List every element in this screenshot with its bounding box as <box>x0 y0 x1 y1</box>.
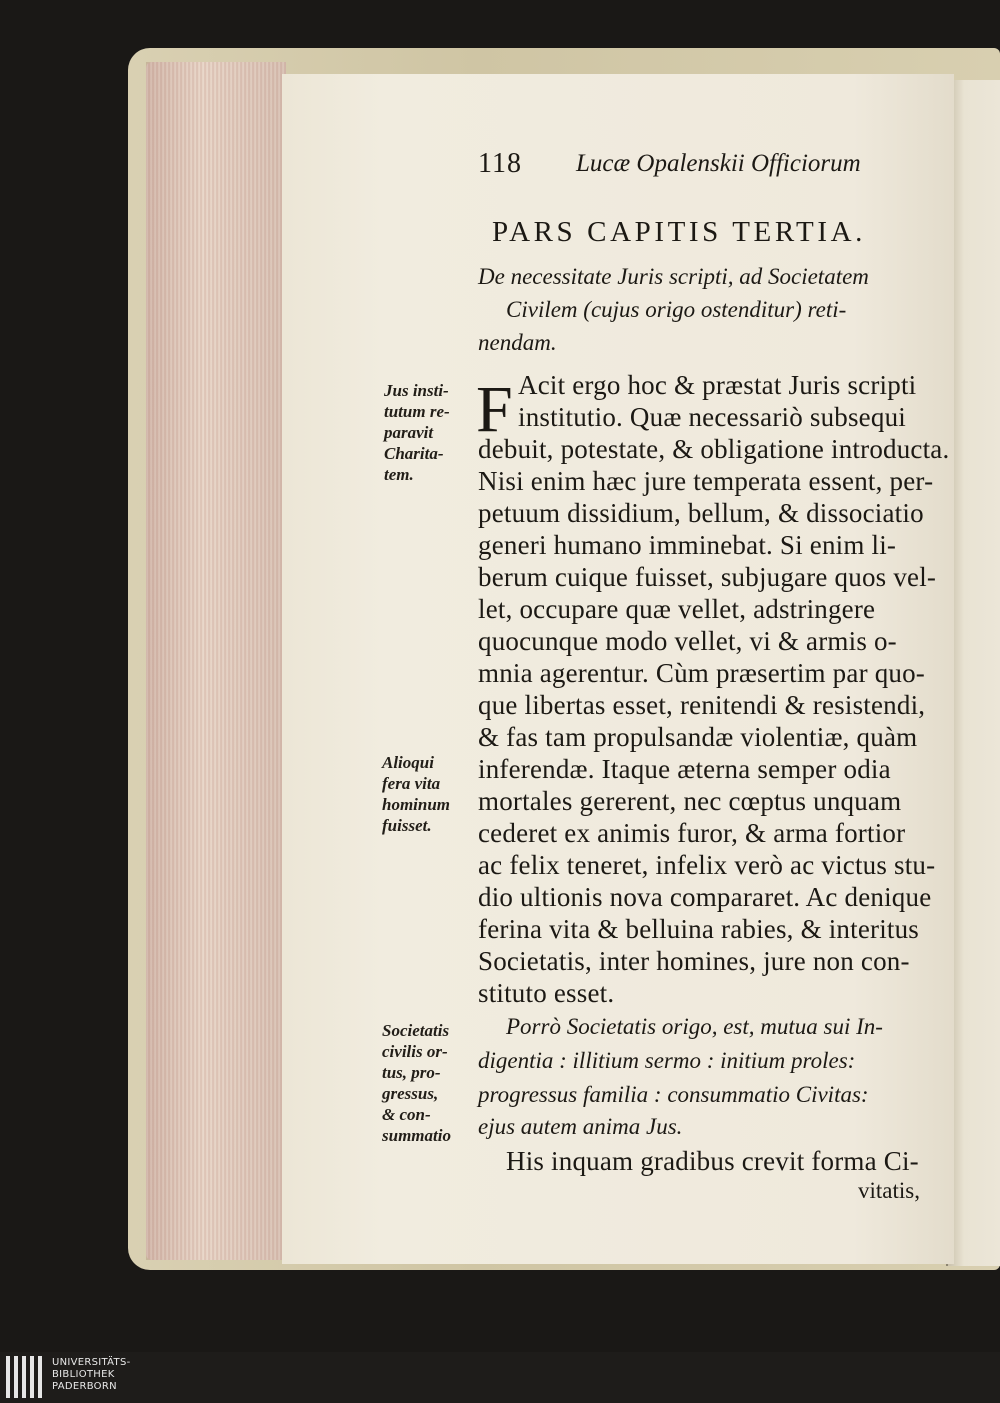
subtitle-line: De necessitate Juris scripti, ad Societatem <box>478 264 869 289</box>
body-line: generi humano imminebat. Si enim li- <box>478 530 897 560</box>
body-line: progressus familia : consummatio Civitas: <box>478 1082 869 1107</box>
facing-page-edge <box>946 80 1000 1266</box>
margin-note-line: civilis or- <box>382 1042 448 1061</box>
body-line: Acit ergo hoc & præstat Juris scripti <box>518 370 917 400</box>
body-line: cederet ex animis furor, & arma fortior <box>478 818 906 848</box>
margin-note-line: Alioqui <box>382 753 434 772</box>
body-line: Porrò Societatis origo, est, mutua sui In- <box>506 1014 883 1039</box>
page-edges <box>146 62 286 1260</box>
body-line: digentia : illitium sermo : initium proles: <box>478 1048 856 1073</box>
margin-note-line: summatio <box>382 1126 451 1145</box>
margin-note-line: Societatis <box>382 1021 450 1040</box>
margin-note <box>382 1020 451 1146</box>
body-line: mnia agerentur. Cùm præsertim par quo- <box>478 658 925 688</box>
footer-bar <box>0 1352 1000 1403</box>
library-name-line: UNIVERSITÄTS- <box>52 1357 131 1368</box>
margin-note-line: Jus insti- <box>384 381 449 400</box>
body-line: ac felix teneret, infelix verò ac victus stu- <box>478 850 936 880</box>
body-line: mortales gererent, nec cœptus unquam <box>478 786 902 816</box>
body-line: quocunque modo vellet, vi & armis o- <box>478 626 897 656</box>
running-title: Lucæ Opalenskii Officiorum <box>576 150 861 177</box>
subtitle-line: nendam. <box>478 330 557 355</box>
body-line: ejus autem anima Jus. <box>478 1114 683 1139</box>
margin-note-line: paravit <box>384 423 434 442</box>
margin-note <box>382 752 450 836</box>
body-line: ferina vita & belluina rabies, & interitus <box>478 914 920 944</box>
body-line: debuit, potestate, & obligatione introducta. <box>478 434 950 464</box>
section-title: PARS CAPITIS TERTIA. <box>492 216 867 248</box>
subtitle-line: Civilem (cujus origo ostenditur) reti- <box>506 297 847 322</box>
margin-note-line: gressus, <box>382 1084 439 1103</box>
margin-note-line: tem. <box>384 465 414 484</box>
margin-note-line: fuisset. <box>382 816 432 835</box>
body-line: His inquam gradibus crevit forma Ci- <box>506 1146 919 1176</box>
margin-note-line: tutum re- <box>384 402 450 421</box>
body-line: petuum dissidium, bellum, & dissociatio <box>478 498 924 528</box>
margin-note-line: Charita- <box>384 444 444 463</box>
margin-note-line: fera vita <box>382 774 441 793</box>
margin-note-line: hominum <box>382 795 451 814</box>
body-line: & fas tam propulsandæ violentiæ, quàm <box>478 722 918 752</box>
margin-note <box>384 380 450 485</box>
body-line: stituto esset. <box>478 978 615 1008</box>
page-number: 118 <box>478 148 522 179</box>
body-line: let, occupare quæ vellet, adstringere <box>478 594 876 624</box>
library-name-line: PADERBORN <box>52 1381 117 1392</box>
library-logo-icon <box>6 1356 46 1398</box>
body-line: Societatis, inter homines, jure non con- <box>478 946 910 976</box>
catchword: vitatis, <box>858 1178 920 1203</box>
body-line: berum cuique fuisset, subjugare quos vel- <box>478 562 937 592</box>
margin-note-line: tus, pro- <box>382 1063 441 1082</box>
body-line: inferendæ. Itaque æterna semper odia <box>478 754 891 784</box>
library-name <box>52 1357 131 1393</box>
body-line: que libertas esset, renitendi & resistendi, <box>478 690 926 720</box>
drop-cap: F <box>476 373 513 446</box>
body-line: Nisi enim hæc jure temperata essent, per- <box>478 466 934 496</box>
library-name-line: BIBLIOTHEK <box>52 1369 115 1380</box>
margin-note-line: & con- <box>382 1105 431 1124</box>
body-line: institutio. Quæ necessariò subsequi <box>518 402 906 432</box>
body-line: dio ultionis nova compararet. Ac denique <box>478 882 932 912</box>
